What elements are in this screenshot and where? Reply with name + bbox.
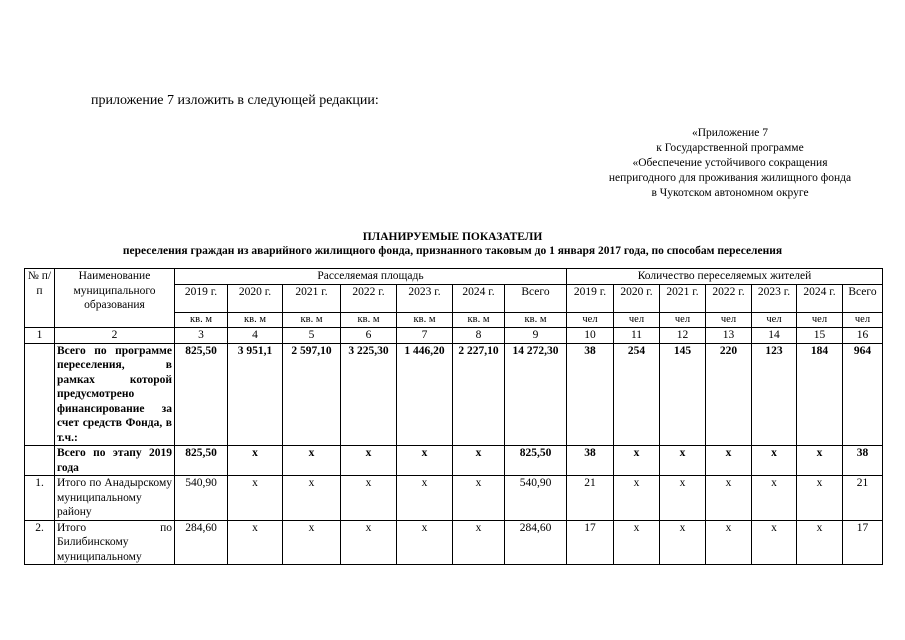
column-number: 4	[228, 328, 283, 344]
header-area-year: 2020 г.	[228, 284, 283, 312]
table-row	[25, 520, 883, 565]
column-number: 9	[505, 328, 567, 344]
row-value: 3 951,1	[228, 343, 283, 446]
row-number: 1.	[25, 476, 55, 521]
row-value: х	[283, 476, 341, 521]
row-value: х	[797, 476, 843, 521]
column-number: 8	[453, 328, 505, 344]
row-value: 123	[752, 343, 797, 446]
row-value: х	[614, 446, 660, 476]
row-value: х	[706, 476, 752, 521]
column-number: 3	[175, 328, 228, 344]
appendix-line-3: «Обеспечение устойчивого сокращения	[632, 157, 828, 169]
column-number: 12	[660, 328, 706, 344]
row-value: 3 225,30	[341, 343, 397, 446]
row-value: х	[706, 520, 752, 565]
column-number: 13	[706, 328, 752, 344]
table-heading	[0, 230, 905, 258]
table-row	[25, 446, 883, 476]
appendix-line-5: в Чукотском автономном округе	[651, 187, 809, 199]
header-area-year: 2024 г.	[453, 284, 505, 312]
header-people-year: 2022 г.	[706, 284, 752, 312]
row-value: х	[706, 446, 752, 476]
row-value: х	[228, 476, 283, 521]
row-value: 220	[706, 343, 752, 446]
unit-area: кв. м	[283, 312, 341, 328]
header-municipality: Наименование муниципального образования	[55, 269, 175, 328]
column-number: 5	[283, 328, 341, 344]
row-value: х	[752, 520, 797, 565]
header-area-year: 2019 г.	[175, 284, 228, 312]
row-value: 284,60	[505, 520, 567, 565]
row-name: Всего по этапу 2019 года	[55, 446, 175, 476]
row-number	[25, 343, 55, 446]
unit-people: чел	[660, 312, 706, 328]
unit-area: кв. м	[453, 312, 505, 328]
row-value: х	[228, 446, 283, 476]
row-number: 2.	[25, 520, 55, 565]
header-number: № п/п	[25, 269, 55, 328]
row-value: 825,50	[175, 446, 228, 476]
intro-text: приложение 7 изложить в следующей редакции:	[91, 93, 379, 108]
row-value: х	[453, 476, 505, 521]
appendix-line-2: к Государственной программе	[656, 142, 804, 154]
appendix-reference	[580, 126, 880, 201]
row-value: х	[660, 446, 706, 476]
row-value: 145	[660, 343, 706, 446]
header-people-year: 2020 г.	[614, 284, 660, 312]
table-title: ПЛАНИРУЕМЫЕ ПОКАЗАТЕЛИ	[362, 231, 543, 243]
unit-people: чел	[843, 312, 883, 328]
row-name: Итого по Анадырскому муниципальному району	[55, 476, 175, 521]
row-value: 825,50	[175, 343, 228, 446]
row-value: 14 272,30	[505, 343, 567, 446]
header-area-year: 2022 г.	[341, 284, 397, 312]
table-subtitle: переселения граждан из аварийного жилищного фонда, признанного таковым до 1 января 2017 года, по способам переселения	[122, 245, 783, 257]
row-value: 2 227,10	[453, 343, 505, 446]
row-value: 184	[797, 343, 843, 446]
column-number: 16	[843, 328, 883, 344]
header-people-year: 2023 г.	[752, 284, 797, 312]
appendix-line-4: непригодного для проживания жилищного фонда	[608, 172, 852, 184]
row-value: 1 446,20	[397, 343, 453, 446]
row-value: х	[397, 476, 453, 521]
row-value: 21	[843, 476, 883, 521]
unit-area: кв. м	[505, 312, 567, 328]
row-value: х	[797, 446, 843, 476]
row-name: Всего по программе переселения, в рамках которой предусмотрено финансирование за счет средств Фонда, в т.ч.:	[55, 343, 175, 446]
column-number: 7	[397, 328, 453, 344]
row-value: х	[453, 446, 505, 476]
row-value: х	[283, 520, 341, 565]
unit-area: кв. м	[341, 312, 397, 328]
row-value: 254	[614, 343, 660, 446]
row-value: х	[341, 520, 397, 565]
row-value: х	[614, 520, 660, 565]
row-value: х	[752, 476, 797, 521]
unit-people: чел	[706, 312, 752, 328]
column-number: 6	[341, 328, 397, 344]
row-value: х	[283, 446, 341, 476]
row-value: х	[660, 476, 706, 521]
header-people-year: 2019 г.	[567, 284, 614, 312]
unit-people: чел	[614, 312, 660, 328]
header-people-total: Всего	[843, 284, 883, 312]
row-value: 284,60	[175, 520, 228, 565]
unit-area: кв. м	[397, 312, 453, 328]
header-people-year: 2021 г.	[660, 284, 706, 312]
header-people-group: Количество переселяемых жителей	[567, 269, 883, 285]
unit-people: чел	[752, 312, 797, 328]
row-value: 38	[567, 446, 614, 476]
table-row	[25, 343, 883, 446]
column-number: 11	[614, 328, 660, 344]
header-area-year: 2021 г.	[283, 284, 341, 312]
row-value: х	[341, 446, 397, 476]
unit-people: чел	[567, 312, 614, 328]
row-value: х	[341, 476, 397, 521]
row-value: х	[228, 520, 283, 565]
unit-area: кв. м	[175, 312, 228, 328]
unit-area: кв. м	[228, 312, 283, 328]
header-area-year: 2023 г.	[397, 284, 453, 312]
row-name: Итого по Билибинскому муниципальному	[55, 520, 175, 565]
row-value: 540,90	[505, 476, 567, 521]
column-number: 1	[25, 328, 55, 344]
column-number: 14	[752, 328, 797, 344]
header-area-total: Всего	[505, 284, 567, 312]
row-value: х	[752, 446, 797, 476]
row-value: 21	[567, 476, 614, 521]
row-value: 964	[843, 343, 883, 446]
row-value: х	[797, 520, 843, 565]
header-people-year: 2024 г.	[797, 284, 843, 312]
header-area-group: Расселяемая площадь	[175, 269, 567, 285]
row-value: х	[453, 520, 505, 565]
row-value: х	[397, 520, 453, 565]
indicators-table	[24, 268, 883, 565]
row-value: 38	[843, 446, 883, 476]
row-number	[25, 446, 55, 476]
row-value: 2 597,10	[283, 343, 341, 446]
row-value: 38	[567, 343, 614, 446]
row-value: х	[660, 520, 706, 565]
column-number: 10	[567, 328, 614, 344]
column-number: 2	[55, 328, 175, 344]
row-value: х	[397, 446, 453, 476]
row-value: 17	[843, 520, 883, 565]
column-number: 15	[797, 328, 843, 344]
row-value: 540,90	[175, 476, 228, 521]
unit-people: чел	[797, 312, 843, 328]
appendix-line-1: «Приложение 7	[691, 127, 769, 139]
row-value: 825,50	[505, 446, 567, 476]
table-row	[25, 476, 883, 521]
row-value: х	[614, 476, 660, 521]
row-value: 17	[567, 520, 614, 565]
